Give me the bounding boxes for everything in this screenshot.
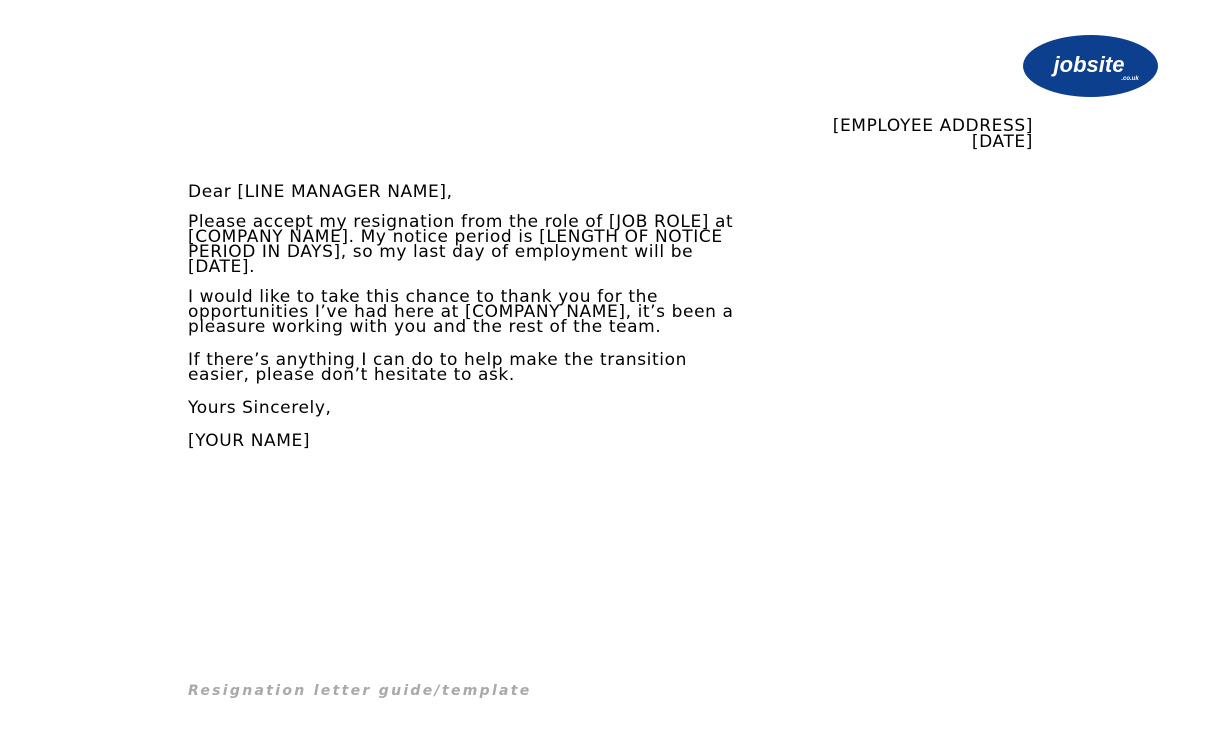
paragraph-thanks	[188, 287, 1028, 337]
signature: [YOUR NAME]	[188, 431, 311, 451]
paragraph-transition	[188, 350, 1028, 385]
paragraph-resignation	[188, 212, 1028, 277]
text-line: If there’s anything I can do to help make the transition	[188, 350, 687, 370]
address-block	[833, 118, 1033, 150]
text-line: PERIOD IN DAYS], so my last day of employment will be	[188, 242, 694, 262]
text-line: I would like to take this chance to thank you for the	[188, 287, 659, 307]
text-line: Please accept my resignation from the role of [JOB ROLE] at	[188, 212, 734, 232]
text-line: opportunities I’ve had here at [COMPANY NAME], it’s been a	[188, 302, 734, 322]
footer-note: Resignation letter guide/template	[188, 683, 532, 699]
jobsite-logo	[1023, 35, 1158, 97]
employee-address: [EMPLOYEE ADDRESS]	[832, 116, 1033, 136]
salutation: Dear [LINE MANAGER NAME],	[188, 182, 453, 202]
text-line: [DATE].	[188, 257, 256, 277]
closing: Yours Sincerely,	[188, 398, 332, 418]
logo-wordmark: jobsite	[1053, 52, 1125, 77]
letter-date: [DATE]	[971, 132, 1033, 152]
text-line: [COMPANY NAME]. My notice period is [LENGTH OF NOTICE	[188, 227, 723, 247]
text-line: easier, please don’t hesitate to ask.	[188, 365, 515, 385]
text-line: pleasure working with you and the rest of the team.	[188, 317, 662, 337]
letter-body	[188, 182, 1028, 451]
logo-suffix: .co.uk	[1121, 76, 1139, 82]
